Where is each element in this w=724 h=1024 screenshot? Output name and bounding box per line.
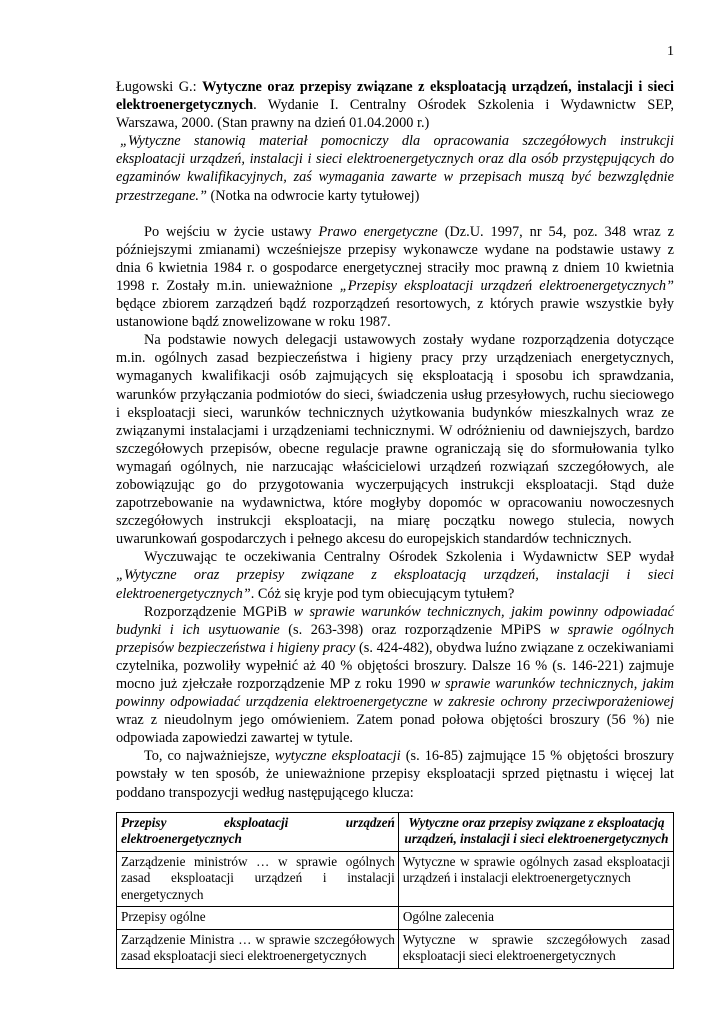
paragraph-3-italic-1: „Wytyczne oraz przepisy związane z eksploatacją urządzeń, instalacji i sieci elektroenergetycznych” <box>116 567 674 602</box>
transposition-key-table <box>116 812 674 969</box>
paragraph-3-text-2: . Cóż się kryje pod tym obiecującym tytułem? <box>250 585 515 602</box>
paragraph-1-text-2: (Dz.U. 1997, nr 54, poz. 348 wraz z późniejszymi zmianami) wcześniejsze przepisy wykonawcze wydane na podstawie ustawy z dnia 6 kwietnia 1984 r. o gospodarce energetycznej straciły moc prawną z dniem 10 kwietnia 1998 r. Zostały m.in. unieważnione <box>116 223 675 294</box>
paragraph-5-text-1: To, co najważniejsze, <box>144 748 275 765</box>
paragraph-1 <box>116 223 674 332</box>
table-header-right: Wytyczne oraz przepisy związane z eksploatacją urządzeń, instalacji i sieci elektroenergetycznych <box>398 812 673 851</box>
paragraph-3 <box>116 548 674 602</box>
paragraph-4 <box>116 603 674 748</box>
paragraph-2: Na podstawie nowych delegacji ustawowych zostały wydane rozporządzenia dotyczące m.in. ogólnych zasad bezpieczeństwa i higieny pracy przy urządzeniach energetycznych, wymaganych kwalifikacji osób zajmujących się eksploatacją i sposobu ich sprawdzania, warunków przyłączania podmiotów do sieci, świadczenia usług przesyłowych, ruchu sieciowego i eksploatacji sieci, warunków technicznych użytkowania budynków mieszkalnych wraz ze związanymi instalacjami i urządzeniami technicznymi. W odróżnieniu od dawniejszych, bardzo szczegółowych przepisów, obecne regulacje prawne ograniczają się do sformułowania tylko wymagań ogólnych, nie narzucając właścicielowi urządzeń rozwiązań szczegółowych, ale zobowiązując go do przygotowania wyczerpujących instrukcji eksploatacji. Stąd duże zapotrzebowanie na wydawnictwa, które mogłyby dopomóc w opracowaniu nowoczesnych szczegółowych instrukcji eksploatacji, na miarę początku nowego stulecia, nowych uwarunkowań gospodarczych i pełnego akcesu do europejskich standardów technicznych. <box>116 332 674 548</box>
table-row <box>117 929 674 968</box>
table-cell-left: Zarządzenie Ministra … w sprawie szczegółowych zasad eksploatacji sieci elektroenergetycznych <box>117 929 399 968</box>
paragraph-4-italic-2: w sprawie ogólnych przepisów bezpieczeństwa i higieny pracy <box>116 621 674 656</box>
paragraph-4-text-4: wraz z nieudolnym jego omówieniem. Zatem ponad połowa objętości broszury (56 %) nie odpowiada zapowiedzi zawartej w tytule. <box>116 712 674 747</box>
bibliographic-reference <box>116 78 674 132</box>
paragraph-5 <box>116 747 674 801</box>
paragraph-5-text-2: (s. 16-85) zajmujące 15 % objętości broszury powstały w ten sposób, że unieważnione przepisy eksploatacji sprzed piętnastu i więcej lat poddano transpozycji według następującego klucza: <box>116 748 674 801</box>
table-cell-right: Wytyczne w sprawie ogólnych zasad eksploatacji urządzeń i instalacji elektroenergetycznych <box>398 851 673 907</box>
paragraph-4-italic-1: w sprawie warunków technicznych, jakim powinny odpowiadać budynki i ich usytuowanie <box>116 603 675 638</box>
paragraph-4-text-2: (s. 263-398) oraz rozporządzenie MPiPS <box>279 621 550 638</box>
paragraph-5-italic-1: wytyczne eksploatacji <box>274 748 401 765</box>
reference-author: Ługowski G.: <box>116 79 197 95</box>
table-cell-left: Zarządzenie ministrów … w sprawie ogólnych zasad eksploatacji urządzeń i instalacji energetycznych <box>117 851 399 907</box>
table-cell-right: Ogólne zalecenia <box>398 907 673 930</box>
table-header-left: Przepisy eksploatacji urządzeń elektroenergetycznych <box>117 812 399 851</box>
reference-title: Wytyczne oraz przepisy związane z eksploatacją urządzeń, instalacji i sieci elektroenergetycznych <box>116 79 674 114</box>
table-header-row <box>117 812 674 851</box>
table-row <box>117 907 674 930</box>
reference-quote-paragraph <box>116 132 674 204</box>
paragraph-1-italic-1: Prawo energetyczne <box>318 223 438 240</box>
table-cell-left: Przepisy ogólne <box>117 907 399 930</box>
paragraph-1-italic-2: „Przepisy eksploatacji urządzeń elektroenergetycznych” <box>339 277 674 294</box>
paragraph-4-text-1: Rozporządzenie MGPiB <box>144 603 294 620</box>
paragraph-1-text-1: Po wejściu w życie ustawy <box>144 223 319 240</box>
reference-quote: „Wytyczne stanowią materiał pomocniczy dla opracowania szczegółowych instrukcji eksploatacji urządzeń, instalacji i sieci elektroenergetycznych oraz dla osób przystępujących do egzaminów kwalifikacyjnych, zaś wymagania zawarte w przepisach muszą być bezwzględnie przestrzegane.” <box>116 133 674 204</box>
paragraph-4-text-3: (s. 424-482), obydwa luźno związane z oczekiwaniami czytelnika, pozwoliły wypełnić aż 40 % objętości broszury. Dalsze 16 % (s. 146-221) zajmuje mocno już zjełczałe rozporządzenie MP z roku 1990 <box>116 639 674 692</box>
table-cell-right: Wytyczne w sprawie szczegółowych zasad eksploatacji sieci elektroenergetycznych <box>398 929 673 968</box>
paragraph-gap <box>116 205 674 223</box>
reference-quote-note: (Notka na odwrocie karty tytułowej) <box>206 187 420 204</box>
paragraph-1-text-3: będące zbiorem zarządzeń bądź rozporządzeń resortowych, z których prawie wszystkie były ustanowione bądź znowelizowane w roku 1987. <box>116 296 674 331</box>
article-body <box>116 78 674 969</box>
page-number: 1 <box>667 44 674 59</box>
reference-details: . Wydanie I. Centralny Ośrodek Szkolenia i Wydawnictw SEP, Warszawa, 2000. (Stan prawny na dzień 01.04.2000 r.) <box>116 97 674 132</box>
table-row <box>117 851 674 907</box>
paragraph-4-italic-3: w sprawie warunków technicznych, jakim powinny odpowiadać urządzenia elektroenergetyczne w zakresie ochrony przeciwporażeniowej <box>116 676 674 711</box>
paragraph-3-text-1: Wyczuwając te oczekiwania Centralny Ośrodek Szkolenia i Wydawnictw SEP wydał <box>144 549 674 566</box>
